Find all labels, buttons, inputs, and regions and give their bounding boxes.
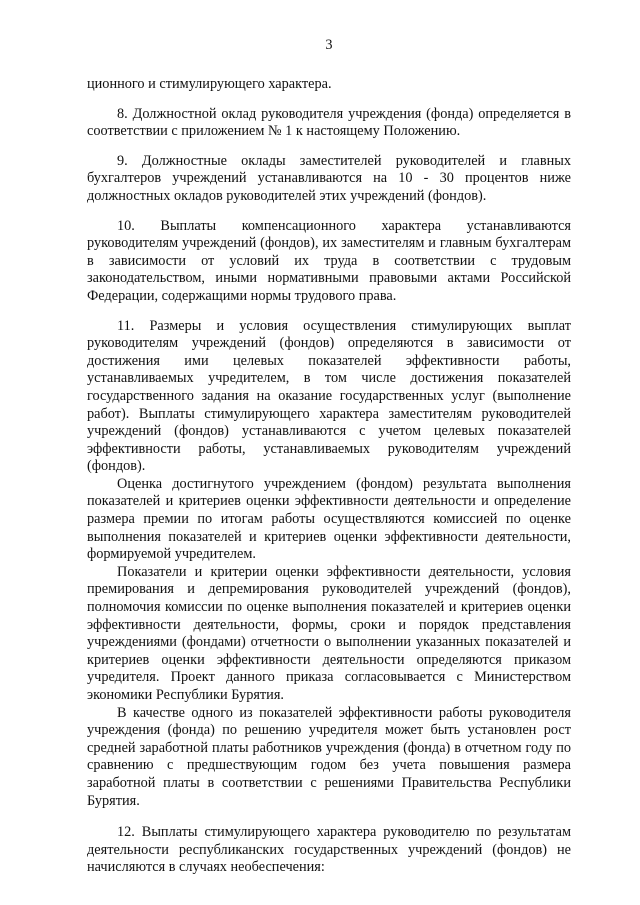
paragraph-11-salary-growth: В качестве одного из показателей эффективности работы руководителя учреждения (фонда) по решению учредителя может быть установлен рост средней заработной платы работников учреждения (фонда) в отчетном году по сравнению с предшествующим годом без учета повышения размера заработной платы в соответствии с решениями Правительства Республики Бурятия. — [87, 704, 571, 809]
paragraph-continuation: ционного и стимулирующего характера. — [87, 76, 332, 92]
paragraph-12: 12. Выплаты стимулирующего характера руководителю по результатам деятельности республиканских государственных учреждений (фондов) не начисляются в случаях необеспечения: — [87, 824, 571, 876]
paragraph-9: 9. Должностные оклады заместителей руководителей и главных бухгалтеров учреждений устанавливаются на 10 - 30 процентов ниже должностных окладов руководителей этих учреждений (фондов). — [87, 152, 571, 204]
paragraph-11-criteria: Показатели и критерии оценки эффективности деятельности, условия премирования и депремирования руководителей учреждений (фондов), полномочия комиссии по оценке выполнения показателей и критериев оценки эффективности деятельности, формы, сроки и порядок представления учреждениями (фондами) отчетности о выполнении указанных показателей и критериев оценки эффективности деятельности определяются приказом учредителя. Проект данного приказа согласовывается с Министерством экономики Республики Бурятия. — [87, 563, 571, 703]
paragraph-10: 10. Выплаты компенсационного характера устанавливаются руководителям учреждений (фондов), их заместителям и главным бухгалтерам в зависимости от условий их труда в соответствии с трудовым законодательством, иными нормативными правовыми актами Российской Федерации, содержащими нормы трудового права. — [87, 217, 571, 304]
paragraph-11-evaluation: Оценка достигнутого учреждением (фондом) результата выполнения показателей и критериев оценки эффективности деятельности и определение размера премии по итогам работы осуществляются комиссией по оценке выполнения показателей и критериев оценки эффективности деятельности, формируемой учредителем. — [87, 475, 571, 563]
paragraph-11: 11. Размеры и условия осуществления стимулирующих выплат руководителям учреждений (фондов) определяются в зависимости от достижения ими целевых показателей эффективности работы, устанавливаемых учредителем, в том числе достижения показателей государственного задания на оказание государственных услуг (выполнение работ). Выплаты стимулирующего характера заместителям руководителей учреждений (фондов) устанавливаются с учетом целевых показателей эффективности работы, устанавливаемых руководителям учреждений (фондов). — [87, 317, 571, 475]
paragraph-8: 8. Должностной оклад руководителя учреждения (фонда) определяется в соответствии с приложением № 1 к настоящему Положению. — [87, 105, 571, 140]
page-number: 3 — [325, 37, 333, 53]
